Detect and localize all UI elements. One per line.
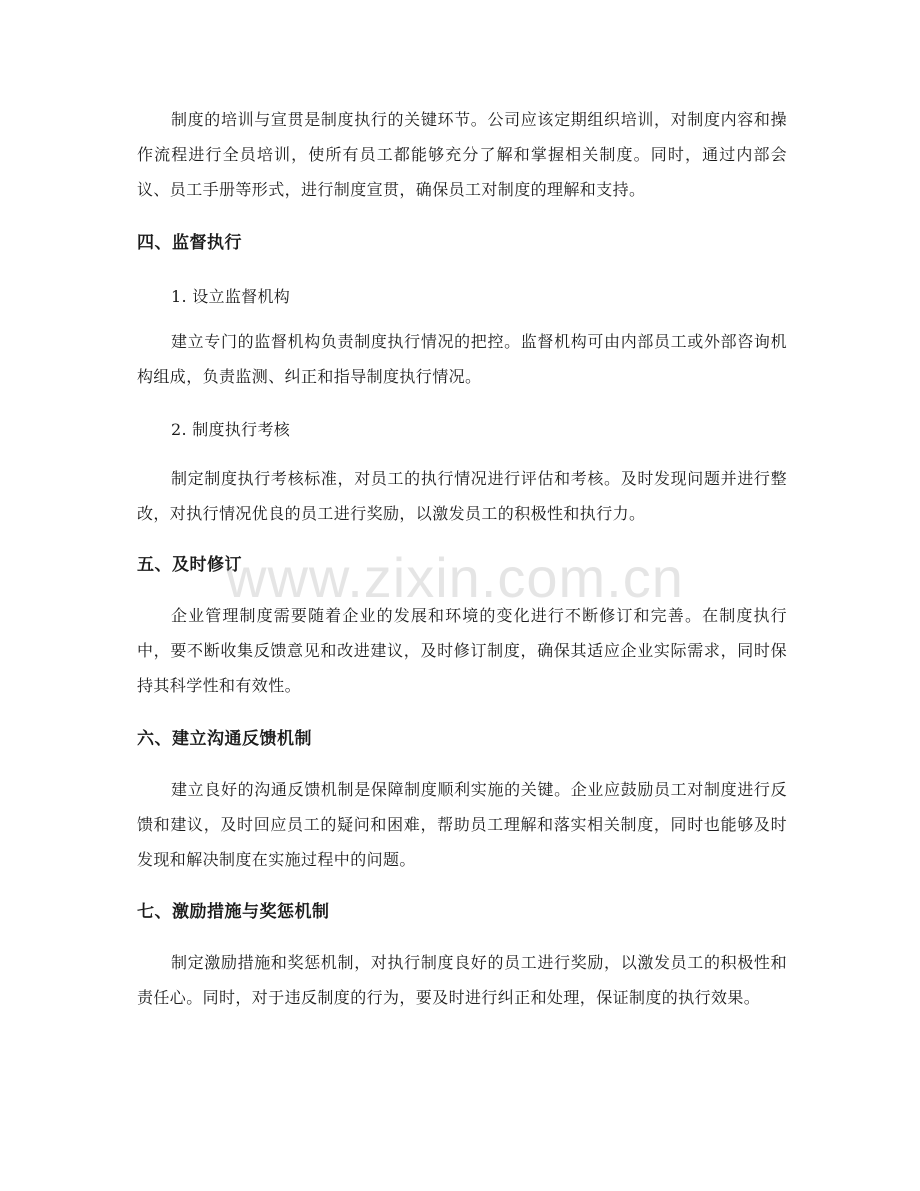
heading-revision: 五、及时修订 — [137, 555, 242, 575]
subheading-assessment: 2. 制度执行考核 — [171, 420, 291, 439]
subheading-supervision-body: 1. 设立监督机构 — [171, 287, 291, 306]
paragraph-assessment: 制定制度执行考核标准，对员工的执行情况进行评估和考核。及时发现问题并进行整改，对执行情况优良的员工进行奖励，以激发员工的积极性和执行力。 — [137, 469, 787, 523]
watermark-text: www.zixin.com.cn — [226, 546, 684, 609]
paragraph-training: 制度的培训与宣贯是制度执行的关键环节。公司应该定期组织培训，对制度内容和操作流程进行全员培训，使所有员工都能够充分了解和掌握相关制度。同时，通过内部会议、员工手册等形式，进行制度宣贯，确保员工对制度的理解和支持。 — [137, 110, 787, 199]
paragraph-revision: 企业管理制度需要随着企业的发展和环境的变化进行不断修订和完善。在制度执行中，要不断收集反馈意见和改进建议，及时修订制度，确保其适应企业实际需求，同时保持其科学性和有效性。 — [137, 606, 787, 695]
heading-incentives: 七、激励措施与奖惩机制 — [137, 902, 330, 922]
heading-supervision: 四、监督执行 — [137, 233, 242, 253]
paragraph-feedback: 建立良好的沟通反馈机制是保障制度顺利实施的关键。企业应鼓励员工对制度进行反馈和建议，及时回应员工的疑问和困难，帮助员工理解和落实相关制度，同时也能够及时发现和解决制度在实施过程中的问题。 — [137, 780, 787, 869]
heading-feedback: 六、建立沟通反馈机制 — [137, 729, 312, 749]
paragraph-incentives: 制定激励措施和奖惩机制，对执行制度良好的员工进行奖励，以激发员工的积极性和责任心。同时，对于违反制度的行为，要及时进行纠正和处理，保证制度的执行效果。 — [137, 953, 787, 1007]
paragraph-supervision-body: 建立专门的监督机构负责制度执行情况的把控。监督机构可由内部员工或外部咨询机构组成，负责监测、纠正和指导制度执行情况。 — [137, 332, 787, 386]
